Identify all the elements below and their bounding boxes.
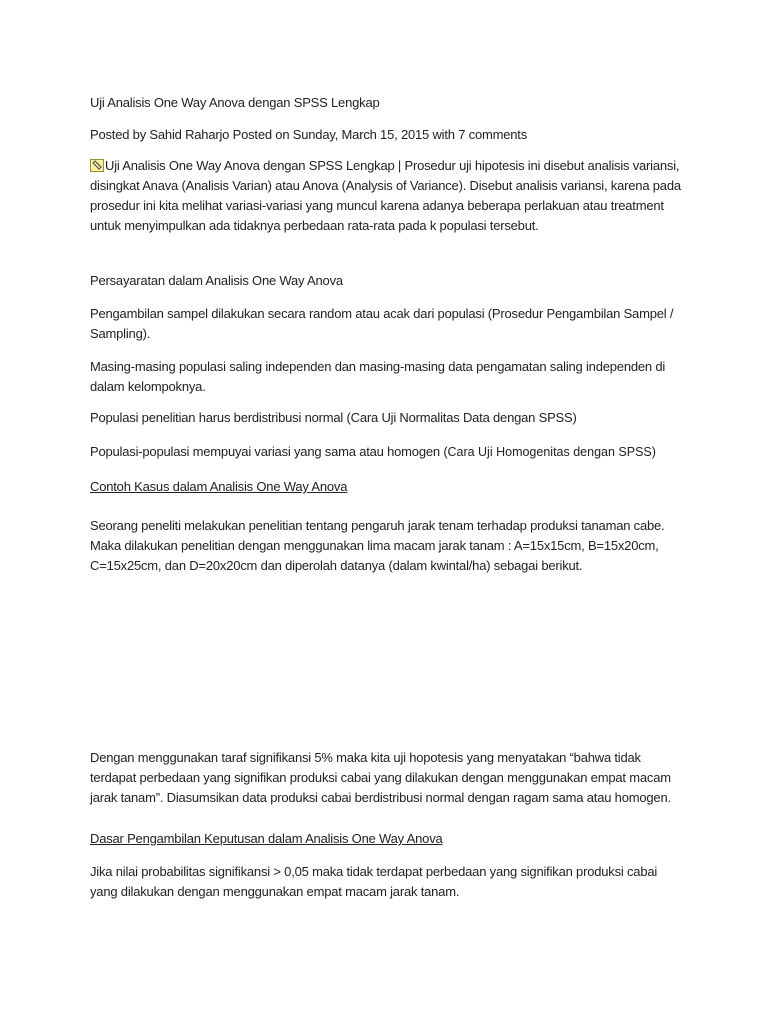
decision-line-2: yang dilakukan dengan menggunakan empat macam jarak tanam. <box>90 884 460 899</box>
requirement-2-line-1: Masing-masing populasi saling independen dan masing-masing data pengamatan saling independen di <box>90 359 666 374</box>
significance-line-2: terdapat perbedaan yang signifikan produksi cabai yang dilakukan dengan menggunakan empat macam <box>90 770 671 785</box>
decision-line-1: Jika nilai probabilitas signifikansi > 0,05 maka tidak terdapat perbedaan yang signifikan produksi cabai <box>90 864 658 879</box>
document-title: Uji Analisis One Way Anova dengan SPSS Lengkap <box>90 95 380 110</box>
intro-line-1: Uji Analisis One Way Anova dengan SPSS Lengkap | Prosedur uji hipotesis ini disebut analisis variansi, <box>105 158 680 173</box>
requirement-2-line-2: dalam kelompoknya. <box>90 379 206 394</box>
intro-line-2: disingkat Anava (Analisis Varian) atau Anova (Analysis of Variance). Disebut analisis variansi, karena pada <box>90 178 681 193</box>
case-paragraph <box>90 516 690 576</box>
significance-line-1: Dengan menggunakan taraf signifikansi 5% maka kita uji hopotesis yang menyatakan “bahwa tidak <box>90 750 641 765</box>
requirement-3: Populasi penelitian harus berdistribusi normal (Cara Uji Normalitas Data dengan SPSS) <box>90 410 577 425</box>
case-line-2: Maka dilakukan penelitian dengan menggunakan lima macam jarak tanam : A=15x15cm, B=15x20cm, <box>90 538 659 553</box>
requirement-4-main: Populasi-populasi mempuyai variasi yang sama atau homogen ( <box>90 444 448 459</box>
image-placeholder-icon <box>90 159 104 172</box>
requirement-4-link-text: Cara Uji Homogenitas dengan SPSS) <box>447 445 656 459</box>
requirement-4 <box>90 442 690 462</box>
case-heading: Contoh Kasus dalam Analisis One Way Anova <box>90 479 348 494</box>
significance-paragraph <box>90 748 690 808</box>
requirement-1 <box>90 304 690 344</box>
requirement-1-line-1: Pengambilan sampel dilakukan secara random atau acak dari populasi (Prosedur Pengambilan Sampel / <box>90 306 674 321</box>
requirements-heading: Persayaratan dalam Analisis One Way Anova <box>90 273 343 288</box>
decision-heading: Dasar Pengambilan Keputusan dalam Analisis One Way Anova <box>90 831 443 846</box>
requirement-2 <box>90 357 690 397</box>
intro-line-4: untuk menyimpulkan ada tidaknya perbedaan rata-rata pada k populasi tersebut. <box>90 218 539 233</box>
significance-line-3: jarak tanam”. Diasumsikan data produksi cabai berdistribusi normal dengan ragam sama atau homogen. <box>90 790 671 805</box>
intro-paragraph <box>90 156 690 236</box>
intro-line-3: prosedur ini kita melihat variasi-variasi yang muncul karena adanya beberapa perlakuan atau treatment <box>90 198 664 213</box>
case-line-3: C=15x25cm, dan D=20x20cm dan diperolah datanya (dalam kwintal/ha) sebagai berikut. <box>90 558 583 573</box>
requirement-1-line-2: Sampling). <box>90 326 151 341</box>
byline: Posted by Sahid Raharjo Posted on Sunday, March 15, 2015 with 7 comments <box>90 127 528 142</box>
case-line-1: Seorang peneliti melakukan penelitian tentang pengaruh jarak tenam terhadap produksi tanaman cabe. <box>90 518 665 533</box>
decision-paragraph <box>90 862 690 902</box>
